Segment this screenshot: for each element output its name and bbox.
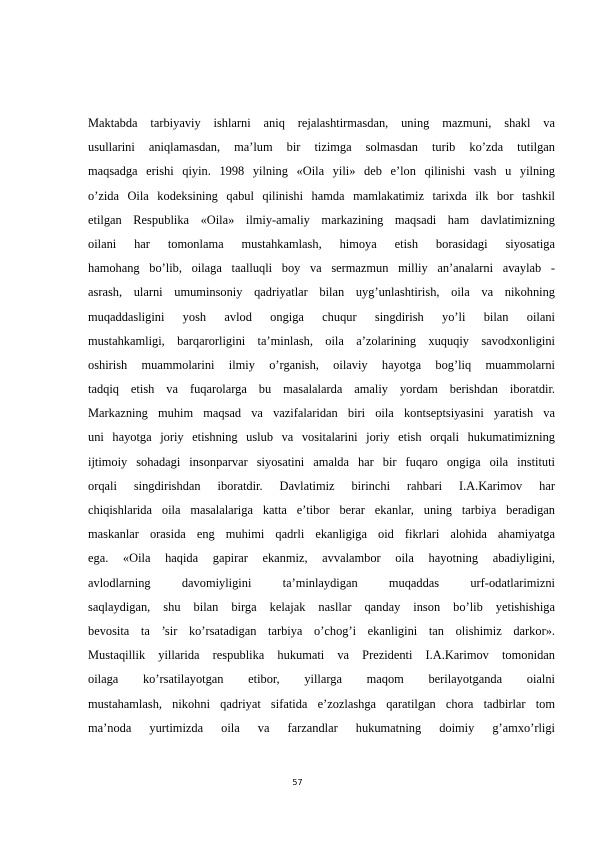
- text-line: Mustaqillik yillarida respublika hukumati va Prezidenti I.A.Karimov tomonidan: [88, 648, 555, 663]
- text-line: chiqishlarida oila masalalariga katta e’tibor berar ekanlar, uning tarbiya beradigan: [88, 503, 555, 517]
- text-line: hamohang bo’lib, oilaga taalluqli boy va sermazmun milliy an’analarni avaylab -: [88, 261, 555, 276]
- text-line: orqali singdirishdan iboratdir. Davlatimiz birinchi rahbari I.A.Karimov har: [88, 478, 555, 493]
- text-line: Maktabda tarbiyaviy ishlarni aniq rejalashtirmasdan, uning mazmuni, shakl va: [88, 116, 555, 130]
- text-line: etilgan Respublika «Oila» ilmiy-amaliy markazining maqsadi ham davlatimizning: [88, 212, 555, 227]
- text-line: Markazning muhim maqsad va vazifalaridan biri oila kontseptsiyasini yaratish va: [88, 406, 555, 421]
- text-line: muqaddasligini yosh avlod ongiga chuqur singdirish yo’li bilan oilani: [88, 309, 555, 324]
- text-line: maskanlar orasida eng muhimi qadrli ekanligiga oid fikrlari alohida ahamiyatga: [88, 527, 555, 542]
- text-line: o’zida Oila kodeksining qabul qilinishi hamda mamlakatimiz tarixda ilk bor tashkil: [88, 188, 555, 203]
- text-line: saqlaydigan, shu bilan birga kelajak nasllar qanday inson bo’lib yetishishiga: [88, 599, 555, 614]
- text-line: tadqiq etish va fuqarolarga bu masalalarda amaliy yordam berishdan iboratdir.: [88, 382, 555, 397]
- text-line: avlodlarning davomiyligini ta’minlaydigan muqaddas urf-odatlarimizni: [88, 575, 555, 590]
- text-line: uni hayotga joriy etishning uslub va vositalarini joriy etish orqali hukumatimizning: [88, 430, 555, 445]
- text-line: oshirish muammolarini ilmiy o’rganish, oilaviy hayotga bog’liq muammolarni: [88, 357, 555, 372]
- page-number: 57: [292, 778, 303, 787]
- body-text: [88, 111, 555, 740]
- text-line: bevosita ta ’sir ko’rsatadigan tarbiya o’chog’i ekanligini tan olishimiz darkor».: [88, 623, 555, 638]
- text-line: usullarini aniqlamasdan, ma’lum bir tizimga solmasdan turib ko’zda tutilgan: [88, 140, 555, 155]
- text-line: ma’noda yurtimizda oila va farzandlar hukumatning doimiy g’amxo’rligi: [88, 720, 555, 735]
- text-line: mustahkamligi, barqarorligini ta’minlash, oila a’zolarining xuquqiy savodxonligini: [88, 333, 555, 348]
- text-line: oilaga ko’rsatilayotgan etibor, yillarga maqom berilayotganda oialni: [88, 672, 555, 687]
- text-line: ijtimoiy sohadagi insonparvar siyosatini amalda har bir fuqaro ongiga oila instituti: [88, 454, 555, 469]
- text-line: ega. «Oila haqida gapirar ekanmiz, avvalambor oila hayotning abadiyligini,: [88, 551, 555, 566]
- text-line: maqsadga erishi qiyin. 1998 yilning «Oila yili» deb e’lon qilinishi vash u yilning: [88, 164, 555, 179]
- text-line: asrash, ularni umuminsoniy qadriyatlar bilan uyg’unlashtirish, oila va nikohning: [88, 285, 555, 300]
- text-line: mustahamlash, nikohni qadriyat sifatida e’zozlashga qaratilgan chora tadbirlar tom: [88, 696, 555, 711]
- text-line: oilani har tomonlama mustahkamlash, himoya etish borasidagi siyosatiga: [88, 236, 555, 251]
